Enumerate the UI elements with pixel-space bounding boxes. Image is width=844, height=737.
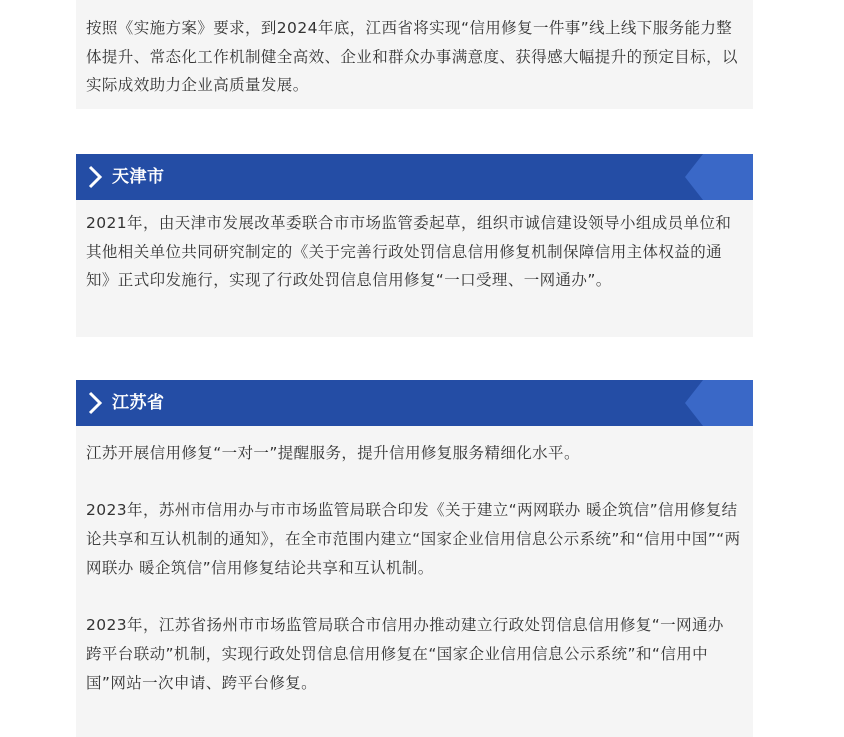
tianjin-section-header — [76, 154, 753, 200]
jiangsu-paragraph-2: 2023年，苏州市信用办与市市场监管局联合印发《关于建立“两网联办 暖企筑信”信用修复结论共享和互认机制的通知》，在全市范围内建立“国家企业信用信息公示系统”和“信用中国”“两网联办 暖企筑信”信用修复结论共享和互认机制。 — [86, 501, 741, 577]
jiangsu-paragraph-1: 江苏开展信用修复“一对一”提醒服务，提升信用修复服务精细化水平。 — [86, 444, 580, 462]
jiangxi-section-card — [76, 0, 753, 109]
jiangsu-paragraph-3: 2023年，江苏省扬州市市场监管局联合市信用办推动建立行政处罚信息信用修复“一网通办 跨平台联动”机制，实现行政处罚信息信用修复在“国家企业信用信息公示系统”和“信用中国”网站一次申请、跨平台修复。 — [86, 616, 724, 692]
tianjin-heading: 天津市 — [112, 167, 165, 187]
tianjin-section-card — [76, 200, 753, 337]
chevron-right-icon — [86, 165, 104, 189]
banner-decoration — [685, 154, 753, 200]
jiangsu-heading: 江苏省 — [112, 393, 165, 413]
jiangsu-section-card — [76, 426, 753, 737]
banner-decoration — [685, 380, 753, 426]
jiangxi-paragraph: 按照《实施方案》要求，到2024年底，江西省将实现“信用修复一件事”线上线下服务能力整体提升、常态化工作机制健全高效、企业和群众办事满意度、获得感大幅提升的预定目标，以实际成效助力企业高质量发展。 — [86, 19, 738, 95]
tianjin-paragraph: 2021年，由天津市发展改革委联合市市场监管委起草，组织市诚信建设领导小组成员单位和其他相关单位共同研究制定的《关于完善行政处罚信息信用修复机制保障信用主体权益的通知》正式印发施行，实现了行政处罚信息信用修复“一口受理、一网通办”。 — [86, 214, 732, 290]
jiangsu-section-header — [76, 380, 753, 426]
chevron-right-icon — [86, 391, 104, 415]
